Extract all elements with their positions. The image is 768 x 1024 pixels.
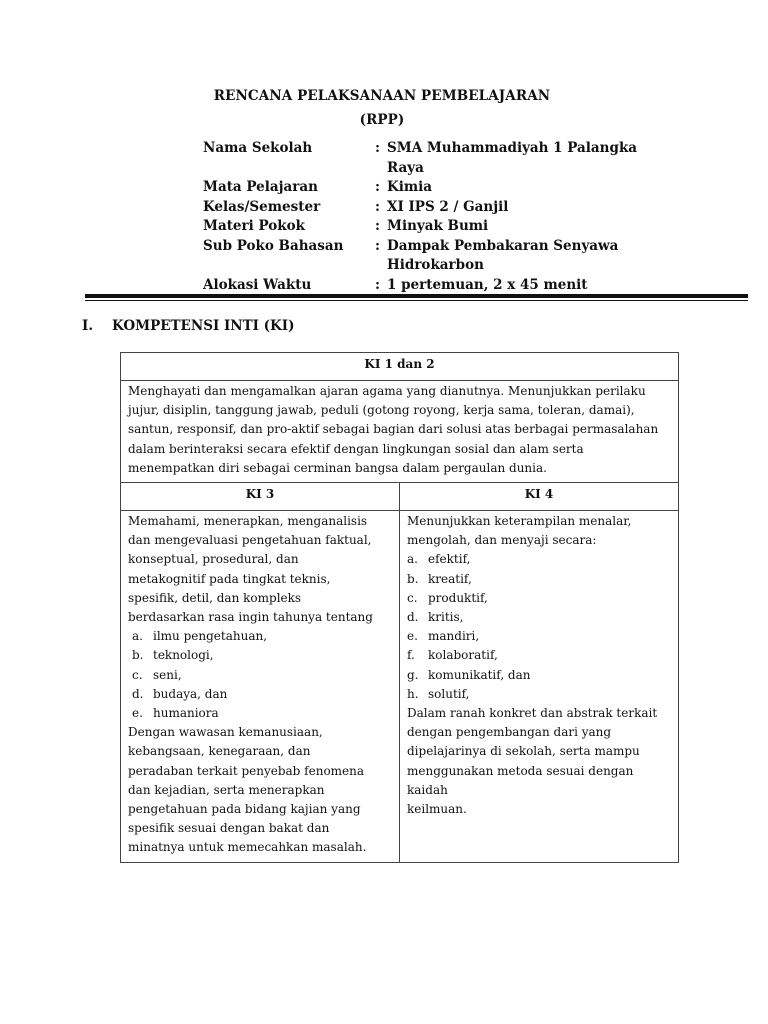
list-marker: h. — [407, 686, 419, 701]
ki3-line: dan mengevaluasi pengetahuan faktual, — [128, 533, 372, 548]
list-item — [128, 627, 393, 646]
list-marker: a. — [407, 552, 418, 567]
list-marker: g. — [407, 667, 419, 682]
ki12-line: Menghayati dan mengamalkan ajaran agama yang dianutnya. Menunjukkan perilaku — [128, 384, 646, 398]
list-text: kritis, — [428, 610, 464, 625]
info-colon: : — [375, 179, 380, 195]
section-number: I. — [82, 318, 94, 334]
list-marker: e. — [407, 629, 418, 644]
info-row-school — [203, 139, 677, 178]
identity-block — [203, 139, 677, 295]
list-text: teknologi, — [153, 648, 214, 663]
ki12-line: jujur, disiplin, tanggung jawab, peduli (gotong royong, kerja sama, toleran, damai), — [128, 403, 635, 418]
list-marker: b. — [132, 648, 144, 663]
ki3-line: pengetahuan pada bidang kajian yang — [128, 802, 361, 817]
info-row-subject — [203, 178, 677, 198]
ki12-cell — [121, 381, 679, 483]
header-divider-thick — [85, 294, 748, 298]
list-text: solutif, — [428, 686, 470, 701]
list-marker: c. — [407, 590, 418, 605]
ki4-line: Menunjukkan keterampilan menalar, — [407, 514, 632, 529]
ki12-line: menempatkan diri sebagai cerminan bangsa dalam pergaulan dunia. — [128, 460, 547, 475]
info-value: SMA Muhammadiyah 1 Palangka Raya — [387, 140, 638, 176]
list-item — [407, 570, 672, 589]
list-text: komunikatif, dan — [428, 667, 531, 682]
info-label: Sub Poko Bahasan — [203, 237, 344, 254]
header-divider-thin — [85, 300, 748, 301]
info-row-topic — [203, 217, 677, 237]
list-text: kreatif, — [428, 571, 472, 586]
list-item — [128, 704, 393, 723]
info-value: 1 pertemuan, 2 x 45 menit — [387, 276, 588, 293]
info-colon: : — [375, 237, 380, 254]
info-row-class — [203, 198, 677, 218]
list-text: produktif, — [428, 590, 488, 605]
info-row-subtopic — [203, 237, 677, 276]
list-text: budaya, dan — [153, 686, 228, 701]
ki3-line: Memahami, menerapkan, menganalisis — [128, 514, 368, 529]
list-item — [128, 666, 393, 685]
competency-table — [120, 352, 679, 863]
ki4-line: menggunakan metoda sesuai dengan kaidah — [407, 763, 634, 797]
list-item — [407, 685, 672, 704]
list-item — [407, 550, 672, 569]
section-heading — [82, 318, 295, 334]
document-subtitle: (RPP) — [359, 112, 405, 128]
ki12-line: dalam berinteraksi secara efektif dengan lingkungan sosial dan alam serta — [128, 441, 584, 456]
ki4-line: mengolah, dan menyaji secara: — [407, 533, 597, 548]
list-marker: a. — [132, 629, 143, 644]
ki4-line: dengan pengembangan dari yang — [407, 725, 612, 740]
ki3-line: kebangsaan, kenegaraan, dan — [128, 744, 311, 759]
document-title: RENCANA PELAKSANAAN PEMBELAJARAN — [213, 88, 551, 104]
ki3-line: dan kejadian, serta menerapkan — [128, 782, 325, 797]
list-marker: f. — [407, 648, 415, 663]
list-item — [407, 608, 672, 627]
info-row-time — [203, 276, 677, 296]
list-marker: c. — [132, 667, 143, 682]
info-value: Minyak Bumi — [387, 218, 489, 234]
list-marker: b. — [407, 571, 419, 586]
ki3-line: minatnya untuk memecahkan masalah. — [128, 840, 367, 855]
ki4-cell — [400, 511, 679, 863]
ki4-list — [407, 550, 672, 704]
info-label: Nama Sekolah — [203, 140, 313, 156]
list-item — [407, 627, 672, 646]
ki12-header: KI 1 dan 2 — [121, 353, 679, 381]
list-text: mandiri, — [428, 629, 480, 644]
list-text: kolaboratif, — [428, 648, 498, 663]
info-label: Kelas/Semester — [203, 198, 321, 215]
list-item — [128, 646, 393, 665]
list-text: efektif, — [428, 552, 471, 567]
ki4-line: keilmuan. — [407, 802, 467, 817]
info-colon: : — [375, 218, 380, 234]
list-text: seni, — [153, 667, 182, 682]
info-value: Kimia — [387, 179, 433, 195]
ki3-line: peradaban terkait penyebab fenomena — [128, 763, 365, 778]
ki12-line: santun, responsif, dan pro-aktif sebagai bagian dari solusi atas berbagai permasalahan — [128, 422, 659, 437]
ki4-line: Dalam ranah konkret dan abstrak terkait — [407, 706, 658, 721]
ki3-line: metakognitif pada tingkat teknis, — [128, 571, 331, 586]
list-marker: d. — [407, 610, 419, 625]
list-text: humaniora — [153, 706, 219, 721]
list-text: ilmu pengetahuan, — [153, 629, 268, 644]
info-colon: : — [375, 140, 380, 156]
ki3-header: KI 3 — [121, 483, 400, 511]
ki3-line: spesifik, detil, dan kompleks — [128, 590, 302, 605]
ki3-line: konseptual, prosedural, dan — [128, 552, 299, 567]
ki3-cell — [121, 511, 400, 863]
list-item — [407, 589, 672, 608]
list-marker: e. — [132, 706, 143, 721]
ki4-line: dipelajarinya di sekolah, serta mampu — [407, 744, 640, 759]
ki4-header: KI 4 — [400, 483, 679, 511]
info-colon: : — [375, 276, 380, 293]
ki3-list — [128, 627, 393, 723]
ki3-line: berdasarkan rasa ingin tahunya tentang — [128, 610, 373, 625]
info-label: Alokasi Waktu — [203, 276, 312, 293]
ki3-line: Dengan wawasan kemanusiaan, — [128, 725, 323, 740]
info-value: XI IPS 2 / Ganjil — [387, 198, 509, 215]
ki3-line: spesifik sesuai dengan bakat dan — [128, 821, 330, 836]
list-marker: d. — [132, 686, 144, 701]
info-value: Dampak Pembakaran Senyawa Hidrokarbon — [387, 237, 619, 273]
list-item — [128, 685, 393, 704]
info-label: Mata Pelajaran — [203, 179, 318, 195]
section-title: KOMPETENSI INTI (KI) — [112, 318, 295, 334]
info-colon: : — [375, 198, 380, 215]
list-item — [407, 646, 672, 665]
list-item — [407, 666, 672, 685]
info-label: Materi Pokok — [203, 218, 305, 234]
